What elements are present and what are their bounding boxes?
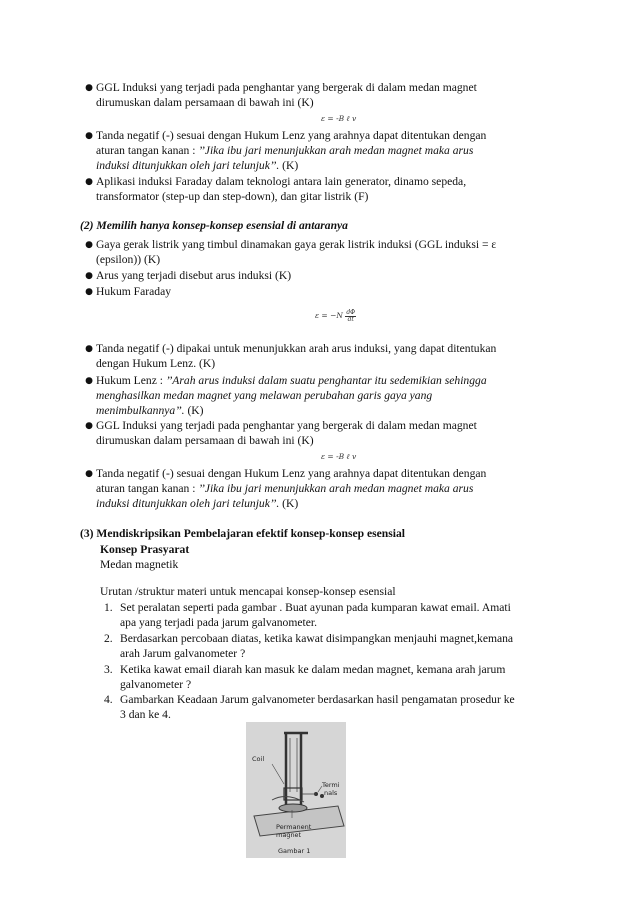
- bullet-item-arus-induksi: Arus yang terjadi disebut arus induksi (K): [96, 269, 292, 282]
- bullet-item-hukum-lenz: Hukum Lenz : ’’Arah arus induksi dalam suatu penghantar itu sedemikian sehingga menghasilkan medan magnet yang melawan perubahan garis gaya yang menimbulkannya’’. (K): [96, 374, 487, 417]
- bullet: ●: [85, 469, 93, 479]
- bullet-item-tanda-negatif-2: Tanda negatif (-) dipakai untuk menunjukkan arah arus induksi, yang dapat ditentukan dengan Hukum Lenz. (K): [96, 342, 497, 370]
- equation-faraday: ε = −N $\frac{d\Phi}{dt}$: [315, 308, 356, 323]
- step-item: Ketika kawat email diarah kan masuk ke dalam medan magnet, kemana arah jarum galvanometer ?: [120, 663, 506, 691]
- equation-emf-2: ε = -B ℓ v: [321, 452, 357, 461]
- apparatus-figure: [246, 722, 346, 858]
- figure-label-coil: Coil: [252, 755, 265, 763]
- bullet: ●: [85, 240, 93, 250]
- figure-label-terminals-2: nals: [324, 789, 338, 797]
- step-number: 1.: [104, 601, 113, 614]
- step-item: Berdasarkan percobaan diatas, ketika kawat disimpangkan menjauhi magnet,kemana arah Jarum galvanometer ?: [120, 632, 514, 660]
- bullet: ●: [85, 344, 93, 354]
- bullet: ●: [85, 83, 93, 93]
- bullet-item-aplikasi: Aplikasi induksi Faraday dalam teknologi antara lain generator, dinamo sepeda, transformator (step-up dan step-down), dan gitar listrik (F): [96, 175, 467, 203]
- bullet: ●: [85, 131, 93, 141]
- bullet: ●: [85, 287, 93, 297]
- figure-label-magnet: magnet: [276, 831, 302, 839]
- prasyarat-heading: Konsep Prasyarat: [100, 543, 190, 556]
- figure-label-terminals: Termi: [322, 781, 340, 789]
- section-heading-3: (3) Mendiskripsikan Pembelajaran efektif konsep-konsep esensial: [80, 527, 405, 540]
- figure-label-permanent: Permanent: [276, 823, 312, 831]
- step-number: 3.: [104, 663, 113, 676]
- equation-emf: ε = -B ℓ v: [321, 114, 357, 123]
- step-item: Set peralatan seperti pada gambar . Buat ayunan pada kumparan kawat email. Amati apa yang terjadi pada jarum galvanometer.: [120, 601, 511, 629]
- step-item: Gambarkan Keadaan Jarum galvanometer berdasarkan hasil pengamatan prosedur ke 3 dan ke 4.: [120, 693, 515, 721]
- bullet-item-ggl-induksi: GGL Induksi yang terjadi pada penghantar yang bergerak di dalam medan magnet dirumuskan dalam persamaan di bawah ini (K): [96, 81, 477, 109]
- bullet: ●: [85, 177, 93, 187]
- bullet-item-tanda-negatif: Tanda negatif (-) sesuai dengan Hukum Lenz yang arahnya dapat ditentukan dengan aturan tangan kanan : ’’Jika ibu jari menunjukkan arah medan magnet maka arus induksi ditunjukkan oleh jari telunjuk’’. (K): [96, 129, 487, 172]
- urutan-heading: Urutan /struktur materi untuk mencapai konsep-konsep esensial: [100, 585, 396, 598]
- bullet-item-hukum-faraday: Hukum Faraday: [96, 285, 172, 298]
- bullet: ●: [85, 376, 93, 386]
- bullet-item-tanda-negatif-3: Tanda negatif (-) sesuai dengan Hukum Lenz yang arahnya dapat ditentukan dengan aturan tangan kanan : ’’Jika ibu jari menunjukkan arah medan magnet maka arus induksi ditunjukkan oleh jari telunjuk’’. (K): [96, 467, 487, 510]
- prasyarat-item: Medan magnetik: [100, 558, 179, 571]
- section-heading-2: (2) Memilih hanya konsep-konsep esensial di antaranya: [80, 219, 348, 232]
- step-number: 2.: [104, 632, 113, 645]
- figure-caption: Gambar 1: [278, 847, 311, 855]
- step-number: 4.: [104, 693, 113, 706]
- bullet: ●: [85, 271, 93, 281]
- bullet-item-gaya-gerak: Gaya gerak listrik yang timbul dinamakan gaya gerak listrik induksi (GGL induksi = ε (epsilon)) (K): [96, 238, 497, 266]
- bullet: ●: [85, 421, 93, 431]
- bullet-item-ggl-induksi-2: GGL Induksi yang terjadi pada penghantar yang bergerak di dalam medan magnet dirumuskan dalam persamaan di bawah ini (K): [96, 419, 477, 447]
